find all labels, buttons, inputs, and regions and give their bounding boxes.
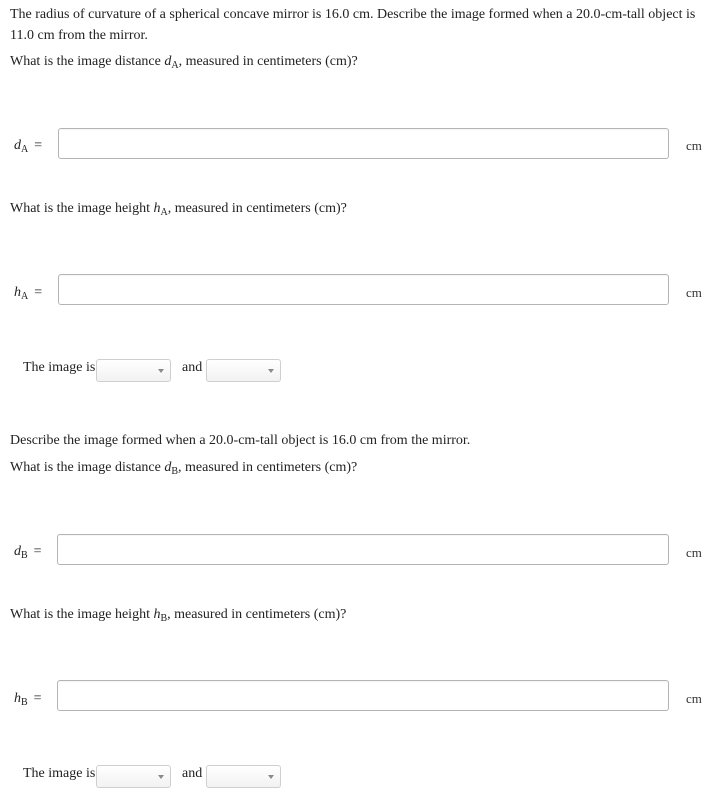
answer-input-dB[interactable] [57, 534, 669, 565]
chevron-down-icon [268, 775, 274, 779]
question-distance-a: What is the image distance $d_A$, measured in centimeters (cm)? [10, 54, 358, 71]
and-label-b: and [182, 766, 203, 781]
unit-hB: cm [686, 691, 702, 706]
var-sub: A [171, 60, 179, 71]
image-type-select-b1[interactable] [96, 765, 171, 788]
question-height-b: What is the image height $h_B$, measured in centimeters (cm)? [10, 607, 347, 624]
label-dA: $d_A$ = [14, 138, 43, 155]
question-distance-b: What is the image distance $d_B$, measured in centimeters (cm)? [10, 460, 358, 477]
var-d: d [164, 54, 172, 69]
and-label-a: and [182, 360, 203, 375]
answer-input-hB[interactable] [57, 680, 669, 711]
chevron-down-icon [268, 369, 274, 373]
unit-dB: cm [686, 545, 702, 560]
chevron-down-icon [158, 775, 164, 779]
label-dB: $d_B$ = [14, 544, 42, 561]
image-is-label-b: The image is [23, 766, 96, 781]
image-is-label-a: The image is [23, 360, 96, 375]
answer-input-hA[interactable] [58, 274, 669, 305]
problem-intro-b: Describe the image formed when a 20.0-cm-tall object is 16.0 cm from the mirror. [10, 433, 471, 448]
answer-input-dA[interactable] [58, 128, 669, 159]
problem-intro: The radius of curvature of a spherical concave mirror is 16.0 cm. Describe the image formed when a 20.0-cm-tall object is 11.0 cm from the mirror. [10, 7, 696, 43]
image-type-select-b2[interactable] [206, 765, 281, 788]
label-hA: $h_A$ = [14, 285, 43, 302]
unit-dA: cm [686, 138, 702, 153]
unit-hA: cm [686, 285, 702, 300]
label-hB: $h_B$ = [14, 691, 42, 708]
question-height-a: What is the image height $h_A$, measured in centimeters (cm)? [10, 201, 347, 218]
image-type-select-a2[interactable] [206, 359, 281, 382]
image-type-select-a1[interactable] [96, 359, 171, 382]
chevron-down-icon [158, 369, 164, 373]
